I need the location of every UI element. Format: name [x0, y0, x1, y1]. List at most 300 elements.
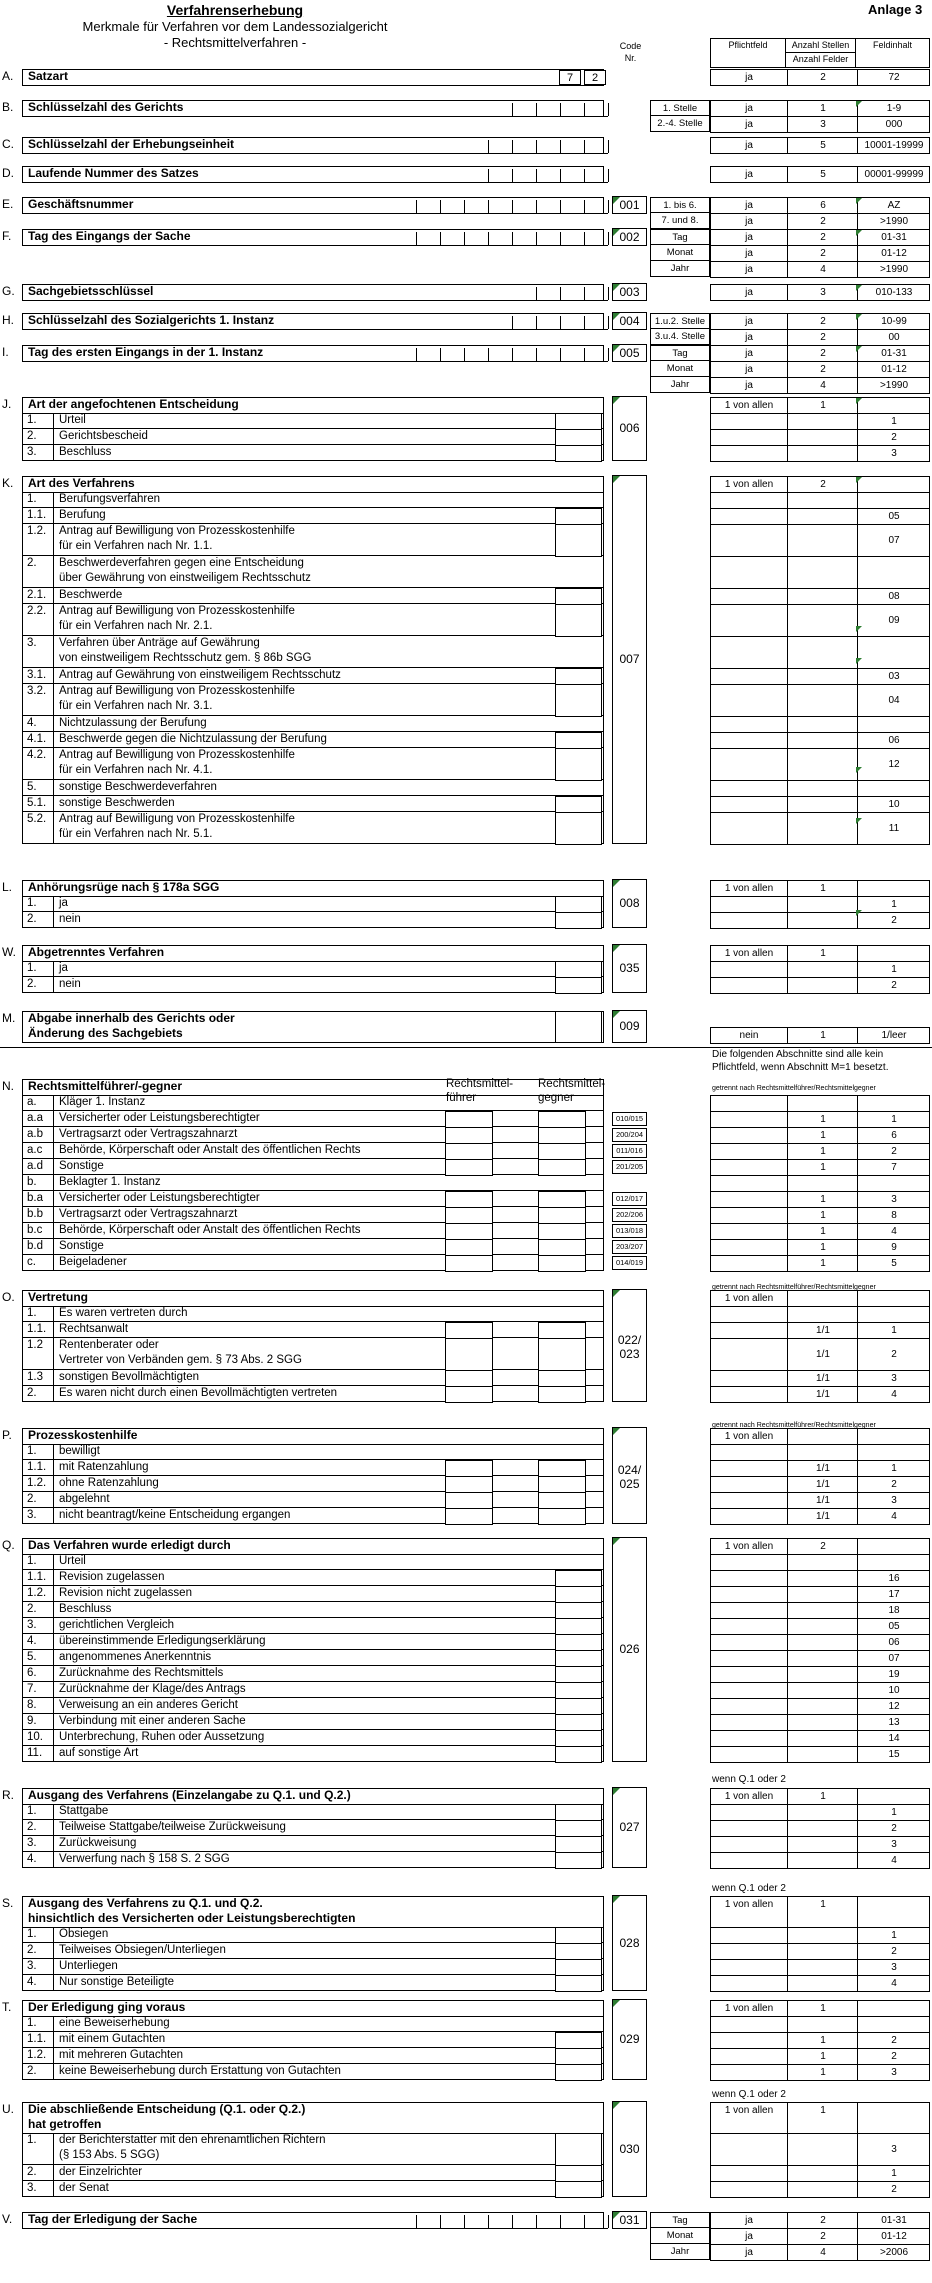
row-divider: [53, 1714, 54, 1729]
option-number: 2.: [27, 1821, 37, 1833]
ausgang-checkbox[interactable]: [555, 1820, 602, 1837]
option-row: [22, 2032, 604, 2048]
code-number-box: [612, 2211, 647, 2229]
gegner-checkbox[interactable]: [538, 1159, 586, 1176]
row-divider: [53, 1370, 54, 1385]
anzahl-cell: 1: [787, 2001, 858, 2016]
fuehrer-checkbox[interactable]: [445, 1223, 493, 1240]
digit-cell-divider: [584, 169, 585, 182]
option-row: [22, 1820, 604, 1836]
erledigung-checkbox[interactable]: [555, 1730, 602, 1747]
green-marker-icon: [856, 626, 862, 632]
field-spec-row: [710, 2245, 930, 2261]
code-column-label: Code Nr.: [619, 41, 642, 63]
field-spec-row: [710, 509, 930, 525]
option-number: 2.: [27, 1387, 37, 1399]
vertretung-gegner-checkbox[interactable]: [538, 1338, 586, 1371]
feldinhalt-cell: 3: [857, 446, 930, 461]
anhoerungsruege-checkbox[interactable]: [555, 896, 602, 913]
col-header-line: Rechtsmittel-: [446, 1078, 514, 1090]
abgetrennt-checkbox[interactable]: [555, 977, 602, 994]
position-label-table: [650, 100, 710, 132]
satzart-digit-1: 7: [559, 70, 581, 85]
anzahl-cell: 4: [787, 262, 858, 277]
field-spec-row: [710, 733, 930, 749]
ausgang-versicherter-checkbox[interactable]: [555, 1975, 602, 1992]
beweiserhebung-checkbox[interactable]: [555, 2032, 602, 2049]
digit-cell-divider: [536, 200, 537, 213]
field-spec-row: [710, 362, 930, 378]
field-spec-row: [710, 797, 930, 813]
fuehrer-checkbox[interactable]: [445, 1207, 493, 1224]
option-label: [59, 1698, 238, 1713]
erledigung-checkbox[interactable]: [555, 1682, 602, 1699]
pkh-fuehrer-checkbox[interactable]: [445, 1508, 493, 1525]
option-text: mit Ratenzahlung: [59, 1461, 149, 1473]
section-title-M: [28, 1011, 235, 1041]
feldinhalt-cell: 17: [857, 1587, 930, 1602]
option-text: Berufungsverfahren: [59, 493, 161, 505]
row-divider: [53, 429, 54, 444]
feldinhalt-cell: 3: [857, 1493, 930, 1508]
feldinhalt-cell: [857, 557, 930, 588]
option-number: 1.: [27, 493, 37, 505]
abgabe-checkbox[interactable]: [555, 1011, 602, 1043]
fuehrer-checkbox[interactable]: [445, 1159, 493, 1176]
anzahl-cell: [787, 797, 858, 812]
digit-cell-divider: [488, 140, 489, 153]
option-number: b.b: [27, 1208, 43, 1220]
feldinhalt-cell: 3: [857, 1371, 930, 1386]
option-label: [59, 2064, 341, 2079]
vertretung-fuehrer-checkbox[interactable]: [445, 1338, 493, 1371]
anzahl-cell: 1: [787, 1112, 858, 1127]
section-title-G: Sachgebietsschlüssel: [28, 284, 154, 298]
field-spec-row: [710, 1493, 930, 1509]
field-spec-row: [710, 1789, 930, 1805]
option-row: [22, 429, 604, 445]
anzahl-cell: [787, 1445, 858, 1460]
pkh-gegner-checkbox[interactable]: [538, 1476, 586, 1493]
erledigung-checkbox[interactable]: [555, 1714, 602, 1731]
anzahl-cell: [787, 669, 858, 684]
anzahl-cell: [787, 2017, 858, 2032]
anzahl-cell: [787, 1683, 858, 1698]
option-rows-T: [22, 2016, 604, 2080]
vertretung-fuehrer-checkbox[interactable]: [445, 1370, 493, 1387]
fuehrer-checkbox[interactable]: [445, 1255, 493, 1272]
option-label: [59, 636, 311, 666]
row-divider: [53, 812, 54, 843]
ausgang-versicherter-checkbox[interactable]: [555, 1927, 602, 1944]
option-text: Unterliegen: [59, 1960, 118, 1972]
gegner-checkbox[interactable]: [538, 1239, 586, 1256]
erledigung-checkbox[interactable]: [555, 1698, 602, 1715]
pkh-gegner-checkbox[interactable]: [538, 1492, 586, 1509]
feldinhalt-cell: [857, 398, 930, 413]
code-number-box: [612, 1895, 647, 1991]
row-divider: [53, 1239, 54, 1254]
gegner-checkbox[interactable]: [538, 1111, 586, 1128]
ausgang-versicherter-checkbox[interactable]: [555, 1943, 602, 1960]
option-number: 2.: [27, 913, 37, 925]
condition-U: wenn Q.1 oder 2: [712, 2089, 786, 2100]
position-label-table: [650, 2212, 710, 2260]
option-text-2: für ein Verfahren nach Nr. 5.1.: [59, 828, 213, 840]
row-divider: [53, 1207, 54, 1222]
feldinhalt-cell: 07: [857, 1651, 930, 1666]
option-label: [59, 556, 311, 586]
code-number: 035: [619, 961, 640, 975]
verfahren-checkbox[interactable]: [555, 684, 602, 717]
row-divider: [53, 588, 54, 603]
feldinhalt-cell: 8: [857, 1208, 930, 1223]
option-row: [22, 1570, 604, 1586]
option-number: 1.: [27, 1445, 37, 1457]
title-line-1: Vertretung: [28, 1290, 89, 1304]
option-number: 1.2.: [27, 2049, 47, 2061]
erledigung-checkbox[interactable]: [555, 1618, 602, 1635]
fuehrer-checkbox[interactable]: [445, 1239, 493, 1256]
pkh-fuehrer-checkbox[interactable]: [445, 1476, 493, 1493]
ausgang-versicherter-checkbox[interactable]: [555, 1959, 602, 1976]
field-spec-row: [710, 1837, 930, 1853]
row-divider: [53, 1322, 54, 1337]
entscheidung-richter-checkbox[interactable]: [555, 2181, 602, 2198]
erledigung-checkbox[interactable]: [555, 1602, 602, 1619]
vertretung-gegner-checkbox[interactable]: [538, 1370, 586, 1387]
entscheidung-checkbox[interactable]: [555, 413, 602, 430]
entscheidung-richter-checkbox[interactable]: [555, 2165, 602, 2182]
digit-cell-divider: [536, 287, 537, 300]
option-text-2: für ein Verfahren nach Nr. 2.1.: [59, 620, 213, 632]
option-row: [22, 2048, 604, 2064]
code-number-box: [612, 196, 647, 214]
gegner-checkbox[interactable]: [538, 1207, 586, 1224]
anzahl-cell: 2: [787, 2229, 858, 2244]
gegner-checkbox[interactable]: [538, 1255, 586, 1272]
anzahl-cell: [787, 1960, 858, 1975]
field-spec-row: [710, 781, 930, 797]
ausgang-checkbox[interactable]: [555, 1836, 602, 1853]
option-row: [22, 1127, 604, 1143]
verfahren-checkbox[interactable]: [555, 732, 602, 749]
green-marker-icon: [856, 198, 862, 204]
feldinhalt-cell: [857, 1897, 930, 1927]
pkh-fuehrer-checkbox[interactable]: [445, 1460, 493, 1477]
option-number: 2.: [27, 557, 37, 569]
erledigung-checkbox[interactable]: [555, 1570, 602, 1587]
option-label: [59, 684, 295, 714]
option-row: [22, 1444, 604, 1460]
row-divider: [53, 1746, 54, 1761]
option-number: 3.: [27, 1960, 37, 1972]
title-line-1: Anhörungsrüge nach § 178a SGG: [28, 880, 220, 894]
option-label: [59, 1666, 223, 1681]
verfahren-checkbox[interactable]: [555, 668, 602, 685]
feldinhalt-cell: 10001-19999: [857, 138, 930, 153]
anzahl-cell: 2: [787, 1539, 858, 1554]
option-label: [59, 896, 68, 911]
row-divider: [53, 1602, 54, 1617]
anzahl-cell: [787, 1715, 858, 1730]
option-row: [22, 1207, 604, 1223]
row-divider: [53, 1927, 54, 1942]
spec-table-E: [710, 197, 930, 230]
beweiserhebung-checkbox[interactable]: [555, 2048, 602, 2065]
option-number: 1.: [27, 897, 37, 909]
field-spec-row: [710, 1128, 930, 1144]
option-row: [22, 1804, 604, 1820]
entscheidung-richter-checkbox[interactable]: [555, 2133, 602, 2166]
feldinhalt-cell: [857, 881, 930, 896]
verfahren-checkbox[interactable]: [555, 812, 602, 845]
anzahl-cell: [787, 1805, 858, 1820]
gegner-checkbox[interactable]: [538, 1223, 586, 1240]
feldinhalt-cell: 15: [857, 1747, 930, 1762]
row-divider: [53, 2032, 54, 2047]
erledigung-checkbox[interactable]: [555, 1746, 602, 1763]
digit-cell-divider: [416, 232, 417, 245]
digit-cell-divider: [488, 2215, 489, 2228]
entscheidung-checkbox[interactable]: [555, 429, 602, 446]
anzahl-cell: [787, 978, 858, 993]
digit-entry-C[interactable]: [488, 137, 608, 154]
section-title-A: Satzart: [28, 69, 69, 83]
option-label: [59, 1746, 138, 1761]
field-spec-row: [710, 1805, 930, 1821]
code-pair-box: 010/015: [612, 1112, 647, 1126]
option-label: [59, 1820, 286, 1835]
pflichtfeld-cell: ja: [745, 232, 753, 243]
option-number: b.c: [27, 1224, 43, 1236]
option-number: c.: [27, 1256, 36, 1268]
feldinhalt-cell: >1990: [857, 378, 930, 393]
pflichtfeld-cell: ja: [745, 119, 753, 130]
field-spec-row: [710, 285, 930, 301]
title-line-1: Das Verfahren wurde erledigt durch: [28, 1538, 231, 1552]
option-label: [59, 1444, 100, 1459]
feldinhalt-cell: 12: [857, 749, 930, 780]
pflichtfeld-cell: nein: [739, 1030, 759, 1041]
fuehrer-checkbox[interactable]: [445, 1191, 493, 1208]
position-label-table: [650, 197, 710, 229]
field-spec-row: [710, 1960, 930, 1976]
pflichtfeld-cell: ja: [745, 140, 753, 151]
field-spec-row: [710, 2017, 930, 2033]
verfahren-checkbox[interactable]: [555, 524, 602, 557]
digit-cell-divider: [608, 316, 609, 329]
code-number: 027: [619, 1820, 640, 1834]
position-label: Tag: [650, 229, 710, 245]
verfahren-checkbox[interactable]: [555, 748, 602, 781]
anzahl-cell: 1: [787, 1144, 858, 1159]
feldinhalt-cell: 4: [857, 1976, 930, 1991]
feldinhalt-cell: 06: [857, 1635, 930, 1650]
option-number: 1.: [27, 1555, 37, 1567]
code-number: 003: [619, 285, 640, 299]
option-number: 1.1.: [27, 509, 47, 521]
digit-cell-divider: [512, 316, 513, 329]
option-number: a.b: [27, 1128, 43, 1140]
row-divider: [53, 912, 54, 927]
digit-cell-divider: [512, 103, 513, 116]
option-number: 1.: [27, 414, 37, 426]
ausgang-checkbox[interactable]: [555, 1804, 602, 1821]
anzahl-cell: [787, 430, 858, 445]
anzahl-cell: [787, 781, 858, 796]
entscheidung-checkbox[interactable]: [555, 445, 602, 462]
anzahl-cell: [787, 493, 858, 508]
gegner-checkbox[interactable]: [538, 1143, 586, 1160]
row-divider: [53, 1143, 54, 1158]
option-number: 3.: [27, 1619, 37, 1631]
feldinhalt-cell: 1: [857, 962, 930, 977]
anzahl-cell: [787, 1699, 858, 1714]
option-label: [59, 1492, 110, 1507]
option-number: 1.1.: [27, 2033, 47, 2045]
feldinhalt-cell: 1: [857, 1112, 930, 1127]
row-divider: [53, 2016, 54, 2031]
option-label: Versicherter oder Leistungsberechtigter: [59, 1192, 260, 1204]
position-label: 3.u.4. Stelle: [650, 329, 710, 345]
erledigung-checkbox[interactable]: [555, 1586, 602, 1603]
option-text: Teilweises Obsiegen/Unterliegen: [59, 1944, 226, 1956]
vertretung-gegner-checkbox[interactable]: [538, 1322, 586, 1339]
option-number: a.: [27, 1096, 37, 1108]
digit-cell-divider: [584, 200, 585, 213]
verfahren-checkbox[interactable]: [555, 604, 602, 637]
erledigung-checkbox[interactable]: [555, 1634, 602, 1651]
pflichtfeld-cell: ja: [745, 200, 753, 211]
gegner-checkbox[interactable]: [538, 1191, 586, 1208]
digit-entry-G[interactable]: [536, 284, 608, 301]
field-spec-row: [710, 1619, 930, 1635]
option-label: [59, 912, 81, 927]
field-spec-row: [710, 1853, 930, 1869]
green-marker-icon: [856, 477, 862, 483]
spec-table-R: [710, 1788, 930, 1869]
abgetrennt-checkbox[interactable]: [555, 961, 602, 978]
row-divider: [53, 961, 54, 976]
condition-S: wenn Q.1 oder 2: [712, 1883, 786, 1894]
row-divider: [53, 684, 54, 715]
row-divider: [53, 780, 54, 795]
feldinhalt-cell: 01-31: [857, 2213, 930, 2228]
pkh-fuehrer-checkbox[interactable]: [445, 1492, 493, 1509]
vertretung-fuehrer-checkbox[interactable]: [445, 1322, 493, 1339]
section-letter-N: N.: [2, 1079, 14, 1093]
beweiserhebung-checkbox[interactable]: [555, 2064, 602, 2081]
code-number-2: 025: [619, 1476, 640, 1491]
fuehrer-checkbox[interactable]: [445, 1111, 493, 1128]
pkh-gegner-checkbox[interactable]: [538, 1460, 586, 1477]
vertretung-gegner-checkbox[interactable]: [538, 1386, 586, 1403]
anzahl-cell: 2: [787, 314, 858, 329]
anzahl-cell: [787, 813, 858, 844]
option-row: [22, 1095, 604, 1111]
verfahren-checkbox[interactable]: [555, 796, 602, 813]
option-text-2: (§ 153 Abs. 5 SGG): [59, 2149, 160, 2161]
option-label: Behörde, Körperschaft oder Anstalt des öffentlichen Rechts: [59, 1144, 361, 1156]
anzahl-cell: 1: [787, 2103, 858, 2133]
position-label: Monat: [650, 361, 710, 377]
field-spec-row: [710, 525, 930, 557]
option-text: Antrag auf Gewährung von einstweiligem Rechtsschutz: [59, 669, 341, 681]
option-number: 4.1.: [27, 733, 47, 745]
ausgang-checkbox[interactable]: [555, 1852, 602, 1869]
pkh-gegner-checkbox[interactable]: [538, 1508, 586, 1525]
feldinhalt-cell: 3: [857, 1192, 930, 1207]
verfahren-checkbox[interactable]: [555, 508, 602, 525]
pflichtfeld-cell: 1 von allen: [724, 1293, 774, 1304]
erledigung-checkbox[interactable]: [555, 1650, 602, 1667]
anzahl-cell: 6: [787, 198, 858, 213]
digit-entry-D[interactable]: [488, 166, 608, 183]
row-divider: [53, 1943, 54, 1958]
feldinhalt-cell: [857, 637, 930, 668]
section-letter-K: K.: [2, 476, 14, 490]
option-number: 1.: [27, 1928, 37, 1940]
option-text: abgelehnt: [59, 1493, 110, 1505]
option-row: [22, 896, 604, 912]
vertretung-fuehrer-checkbox[interactable]: [445, 1386, 493, 1403]
spec-table-M: [710, 1027, 930, 1044]
option-label: [59, 2032, 165, 2047]
option-label: [59, 1602, 111, 1617]
field-spec-row: [710, 1176, 930, 1192]
field-spec-row: [710, 378, 930, 394]
field-spec-row: [710, 314, 930, 330]
row-divider: [53, 1338, 54, 1369]
option-number: 1.2.: [27, 1477, 47, 1489]
option-number: 4.: [27, 1853, 37, 1865]
option-label: [59, 1570, 164, 1585]
field-spec-row: [710, 230, 930, 246]
option-number: 2.: [27, 430, 37, 442]
field-spec-row: [710, 1371, 930, 1387]
pflichtfeld-cell: 1 von allen: [724, 479, 774, 490]
anhoerungsruege-checkbox[interactable]: [555, 912, 602, 929]
option-label: [59, 1508, 290, 1523]
field-spec-row: [710, 430, 930, 446]
option-row: [22, 1460, 604, 1476]
gegner-checkbox[interactable]: [538, 1127, 586, 1144]
field-spec-row: [710, 946, 930, 962]
field-spec-row: [710, 1539, 930, 1555]
anzahl-cell: [787, 1976, 858, 1991]
option-row: [22, 796, 604, 812]
option-row: [22, 1959, 604, 1975]
section-title-T: [28, 2000, 185, 2015]
option-text: Gerichtsbescheid: [59, 430, 148, 442]
erledigung-checkbox[interactable]: [555, 1666, 602, 1683]
section-letter-H: H.: [2, 313, 14, 327]
fuehrer-checkbox[interactable]: [445, 1127, 493, 1144]
pflichtfeld-cell: ja: [745, 332, 753, 343]
verfahren-checkbox[interactable]: [555, 588, 602, 605]
anzahl-cell: 1: [787, 398, 858, 413]
section-letter-C: C.: [2, 137, 14, 151]
anzahl-cell: 2: [787, 214, 858, 229]
digit-cell-divider: [608, 103, 609, 116]
feldinhalt-cell: 2: [857, 913, 930, 928]
field-spec-row: [710, 214, 930, 230]
field-spec-row: [710, 637, 930, 669]
field-spec-row: [710, 1603, 930, 1619]
option-label: [59, 2048, 183, 2063]
fuehrer-checkbox[interactable]: [445, 1143, 493, 1160]
